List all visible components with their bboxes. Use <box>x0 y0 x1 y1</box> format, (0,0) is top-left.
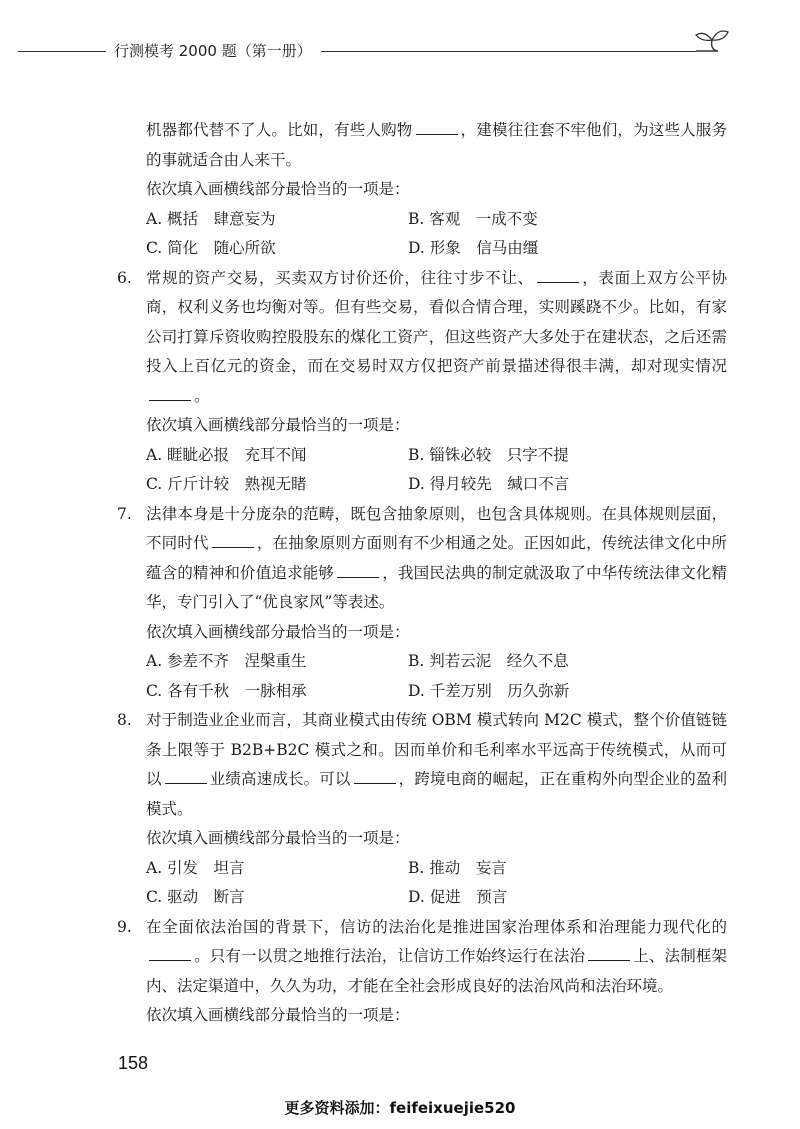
option-d: D. 形象 信马由缰 <box>408 239 539 257</box>
answer-blank <box>354 768 396 784</box>
options-list <box>117 441 727 500</box>
question-text: 8. 对于制造业企业而言，其商业模式由传统 OBM 模式转向 M2C 模式，整个价值链链条上限等于 B2B+B2C 模式之和。因而单价和毛利率水平远高于传统模式，从而可以 业绩高速成长。可以 ，跨境电商的崛起，正在重构外向型企业的盈利模式。 <box>117 706 727 824</box>
question-prompt: 依次填入画横线部分最恰当的一项是： <box>146 622 410 641</box>
answer-blank <box>212 532 254 548</box>
options-list <box>117 854 727 913</box>
question-number: 6. <box>117 268 132 287</box>
question-text: 机器都代替不了人。比如，有些人购物 ，建模往往套不牢他们，为这些人服务的事就适合由人来干。 <box>146 121 727 169</box>
option-a: A. 睚眦必报 充耳不闻 <box>146 445 307 464</box>
option-c: C. 各有千秋 一脉相承 <box>146 681 307 700</box>
question-text: 6. 常规的资产交易，买卖双方讨价还价，往往寸步不让、 ，表面上双方公平协商，权利义务也均衡对等。但有些交易，看似合情合理，实则蹊跷不少。比如，有家公司打算斥资收购控股股东的煤化工资产，但这些资产大多处于在建状态，之后还需投入上百亿元的资金，而在交易时双方仅把资产前景描述得很丰满，却对现实情况。 <box>117 264 727 412</box>
answer-blank <box>416 119 458 135</box>
book-title: 行测模考 2000 题（第一册） <box>114 42 312 60</box>
answer-blank <box>337 562 379 578</box>
option-a: A. 参差不齐 涅槃重生 <box>146 652 307 670</box>
page-content <box>117 116 727 1031</box>
question-prompt: 依次填入画横线部分最恰当的一项是： <box>146 416 410 434</box>
answer-blank <box>149 385 191 401</box>
option-b: B. 判若云泥 经久不息 <box>408 652 569 670</box>
answer-blank <box>165 768 207 784</box>
option-a: A. 引发 坦言 <box>146 858 245 877</box>
question-6 <box>117 264 727 500</box>
question-text: 9. 在全面依法治国的背景下，信访的法治化是推进国家治理体系和治理能力现代化的。只有一以贯之地推行法治，让信访工作始终运行在法治 上、法制框架内、法定渠道中，久久为功，才能在全社会形成良好的法治风尚和法治环境。 <box>117 913 727 1002</box>
question-number: 9. <box>117 917 132 936</box>
question-8 <box>117 706 727 913</box>
sprout-icon <box>690 26 734 60</box>
options-list <box>117 205 727 264</box>
question-prompt: 依次填入画横线部分最恰当的一项是： <box>146 829 410 847</box>
page-header <box>18 40 718 64</box>
options-list <box>117 647 727 706</box>
answer-blank <box>149 945 191 961</box>
answer-blank <box>537 267 579 283</box>
option-d: D. 千差万别 历久弥新 <box>408 681 570 700</box>
footer-note: 更多资料添加：feifeixuejie520 <box>284 1099 516 1117</box>
option-c: C. 斤斤计较 熟视无睹 <box>146 475 307 493</box>
question-prompt: 依次填入画横线部分最恰当的一项是： <box>146 1006 410 1024</box>
question-prompt: 依次填入画横线部分最恰当的一项是： <box>146 180 410 198</box>
answer-blank <box>588 945 630 961</box>
page-number: 158 <box>118 1053 149 1073</box>
option-b: B. 锱铢必较 只字不提 <box>408 445 569 464</box>
option-c: C. 驱动 断言 <box>146 888 245 906</box>
option-d: D. 促进 预言 <box>408 888 508 906</box>
header-rule-right <box>321 51 696 52</box>
option-c: C. 简化 随心所欲 <box>146 239 276 257</box>
option-b: B. 客观 一成不变 <box>408 209 538 228</box>
question-9 <box>117 913 727 1031</box>
option-a: A. 概括 肆意妄为 <box>146 209 276 228</box>
option-d: D. 得月较先 缄口不言 <box>408 475 570 493</box>
header-rule-left <box>18 51 106 52</box>
question-text: 7. 法律本身是十分庞杂的范畴，既包含抽象原则，也包含具体规则。在具体规则层面，不同时代 ，在抽象原则方面则有不少相通之处。正因如此，传统法律文化中所蕴含的精神和价值追求能够 ，我国民法典的制定就汲取了中华传统法律文化精华，专门引入了“优良家风”等表述。 <box>117 500 727 618</box>
question-number: 7. <box>117 504 132 523</box>
question-number: 8. <box>117 711 132 729</box>
option-b: B. 推动 妄言 <box>408 858 507 877</box>
question-5-continuation <box>117 116 727 264</box>
question-7 <box>117 500 727 707</box>
